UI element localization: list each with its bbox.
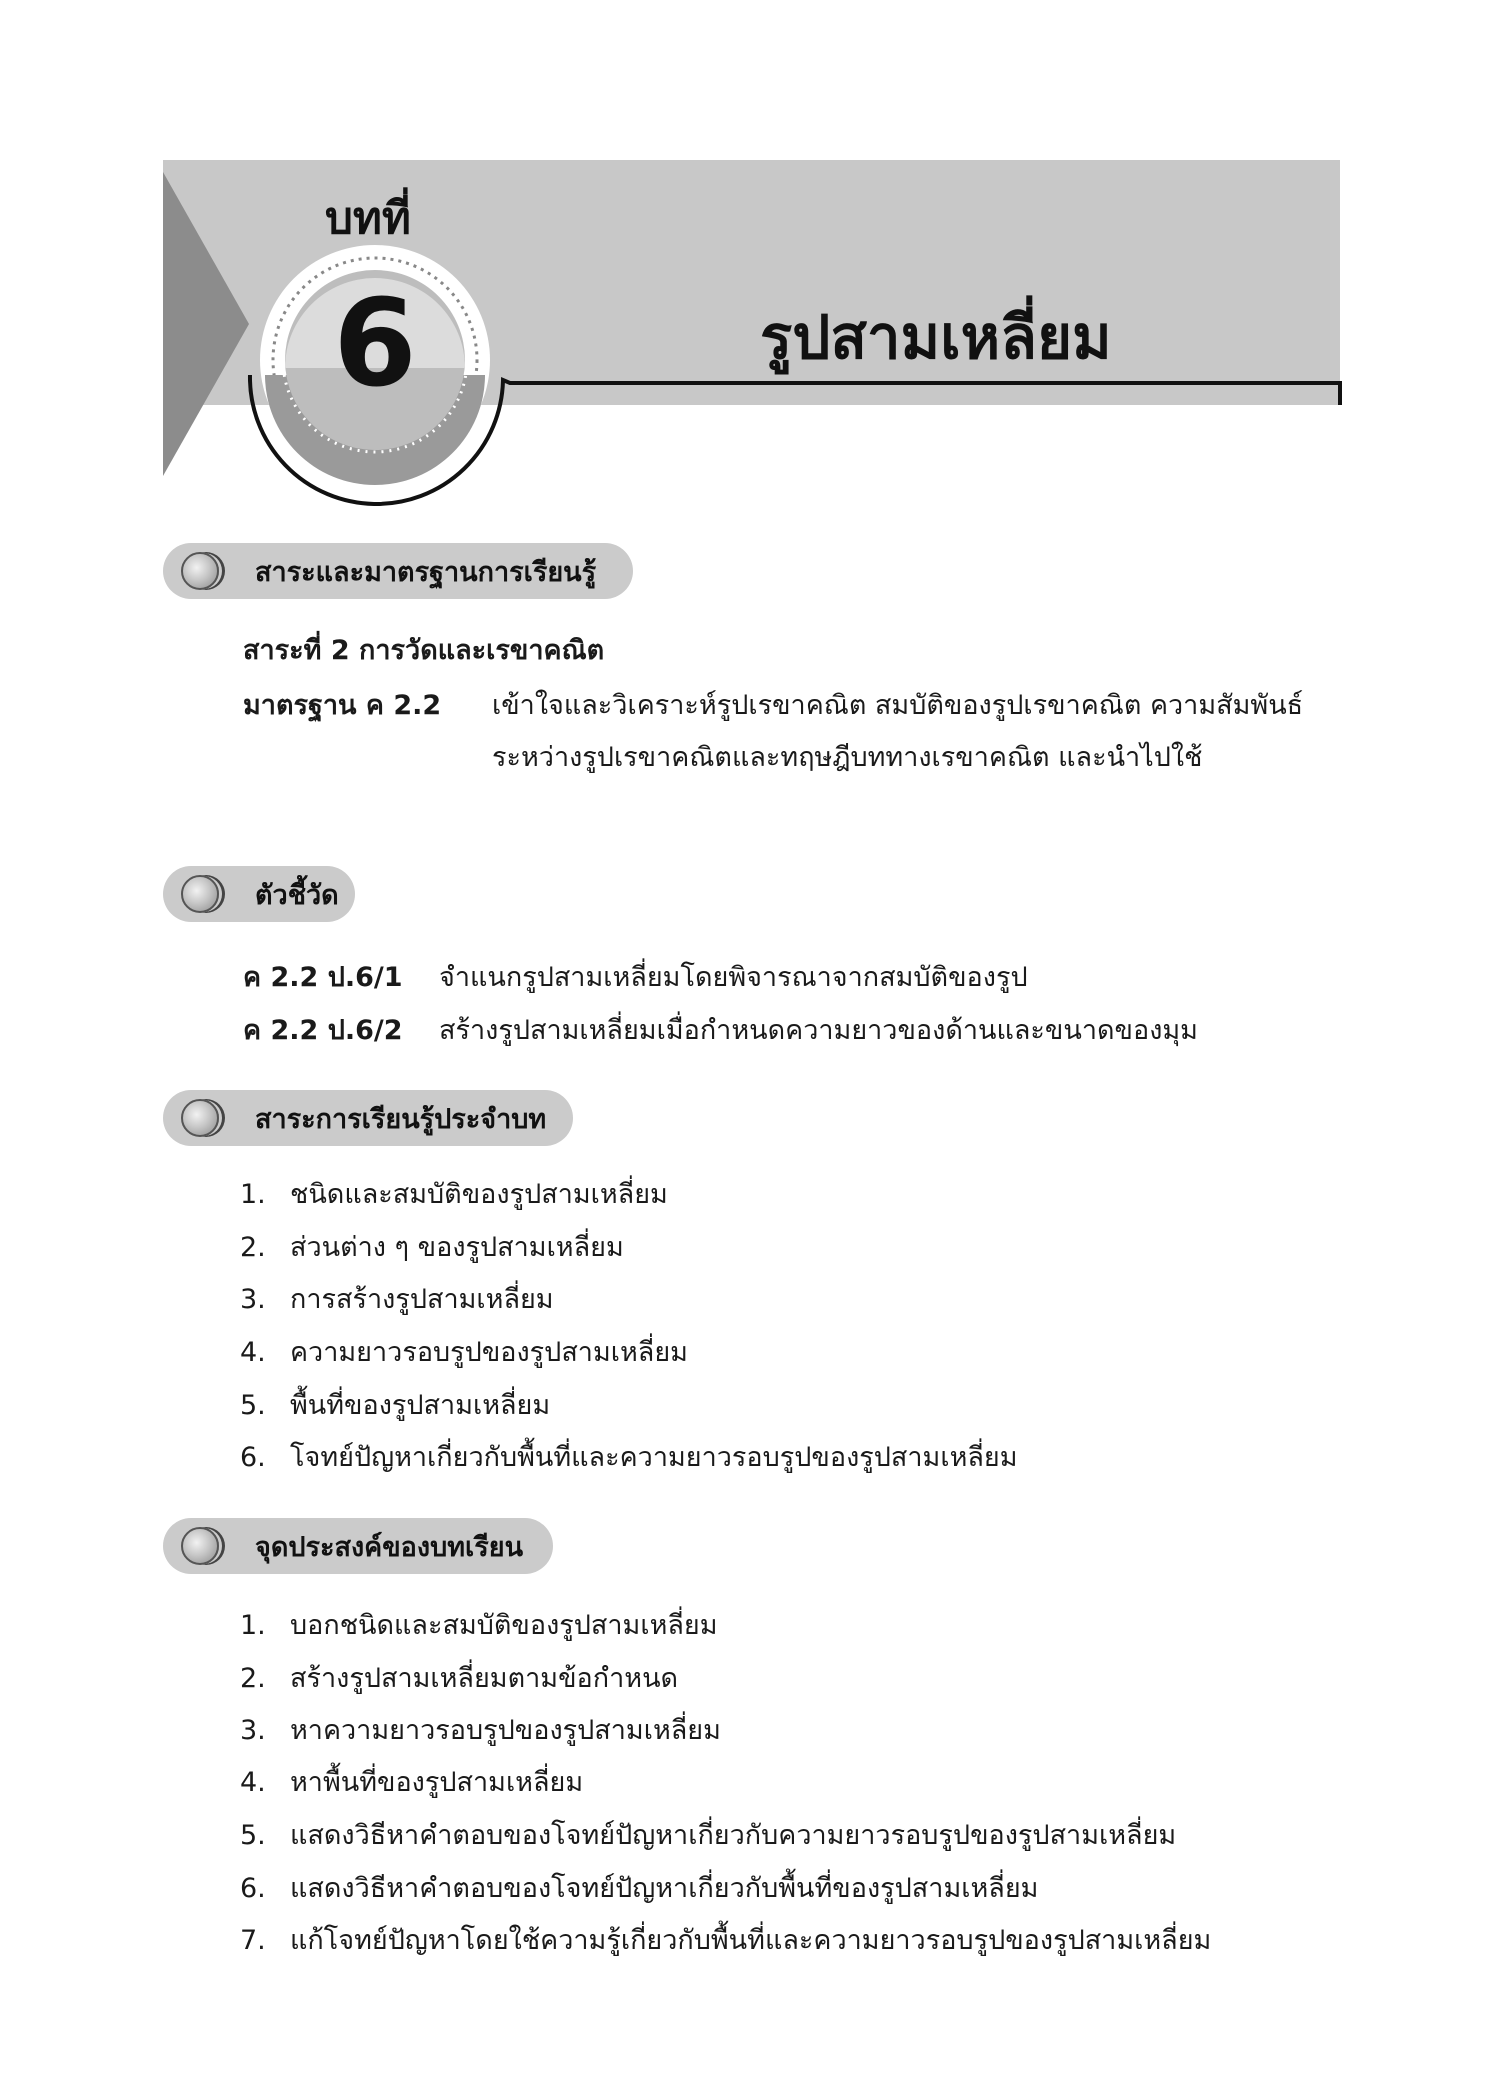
list-number: 6. xyxy=(240,1442,266,1473)
list-item xyxy=(240,1918,1211,1961)
chapter-number: 6 xyxy=(333,275,417,414)
chapter-number-badge xyxy=(0,0,1504,520)
indicator-row xyxy=(243,1008,1198,1051)
indicator-code: ค 2.2 ป.6/2 xyxy=(243,1015,403,1046)
list-text: โจทย์ปัญหาเกี่ยวกับพื้นที่และความยาวรอบรูปของรูปสามเหลี่ยม xyxy=(290,1442,1018,1473)
bullet-circle-icon xyxy=(181,1527,219,1565)
list-text: แก้โจทย์ปัญหาโดยใช้ความรู้เกี่ยวกับพื้นที่และความยาวรอบรูปของรูปสามเหลี่ยม xyxy=(290,1925,1212,1956)
list-text: การสร้างรูปสามเหลี่ยม xyxy=(290,1284,554,1315)
bullet-circle-icon xyxy=(181,875,219,913)
list-item xyxy=(240,1656,678,1699)
section-heading-label: สาระและมาตรฐานการเรียนรู้ xyxy=(255,556,597,588)
section-heading-objectives xyxy=(163,1518,553,1574)
list-item xyxy=(240,1172,668,1215)
list-item xyxy=(240,1435,1018,1478)
list-text: พื้นที่ของรูปสามเหลี่ยม xyxy=(290,1390,551,1421)
list-text: บอกชนิดและสมบัติของรูปสามเหลี่ยม xyxy=(290,1610,718,1641)
list-item xyxy=(240,1866,1038,1909)
list-number: 4. xyxy=(240,1767,266,1798)
list-number: 5. xyxy=(240,1820,266,1851)
list-text: ชนิดและสมบัติของรูปสามเหลี่ยม xyxy=(290,1179,668,1210)
list-number: 3. xyxy=(240,1715,266,1746)
list-item xyxy=(240,1225,624,1268)
section-heading-label: จุดประสงค์ของบทเรียน xyxy=(255,1531,524,1563)
list-item xyxy=(240,1760,583,1803)
list-item xyxy=(240,1603,718,1646)
section-heading-label: สาระการเรียนรู้ประจำบท xyxy=(255,1103,547,1135)
standard-code: มาตรฐาน ค 2.2 xyxy=(243,690,442,721)
list-item xyxy=(240,1330,688,1373)
indicator-row xyxy=(243,955,1028,998)
list-text: หาความยาวรอบรูปของรูปสามเหลี่ยม xyxy=(290,1715,721,1746)
section-heading-indicators xyxy=(163,866,355,922)
list-text: ส่วนต่าง ๆ ของรูปสามเหลี่ยม xyxy=(290,1232,624,1263)
standard-text-line-1: เข้าใจและวิเคราะห์รูปเรขาคณิต สมบัติของรูปเรขาคณิต ความสัมพันธ์ xyxy=(492,690,1304,721)
list-number: 5. xyxy=(240,1390,266,1421)
list-number: 6. xyxy=(240,1873,266,1904)
section-heading-standards xyxy=(163,543,633,599)
strand-line: สาระที่ 2 การวัดและเรขาคณิต xyxy=(243,635,605,666)
list-item xyxy=(240,1277,554,1320)
indicator-text: จำแนกรูปสามเหลี่ยมโดยพิจารณาจากสมบัติของรูป xyxy=(439,962,1028,993)
bullet-circle-icon xyxy=(181,552,219,590)
list-number: 7. xyxy=(240,1925,266,1956)
list-text: หาพื้นที่ของรูปสามเหลี่ยม xyxy=(290,1767,584,1798)
chapter-label: บทที่ xyxy=(325,193,411,244)
list-number: 1. xyxy=(240,1179,266,1210)
list-number: 4. xyxy=(240,1337,266,1368)
standard-text-line-2: ระหว่างรูปเรขาคณิตและทฤษฎีบททางเรขาคณิต และนำไปใช้ xyxy=(492,742,1203,773)
indicator-text: สร้างรูปสามเหลี่ยมเมื่อกำหนดความยาวของด้านและขนาดของมุม xyxy=(439,1015,1198,1046)
list-item xyxy=(240,1708,721,1751)
list-text: สร้างรูปสามเหลี่ยมตามข้อกำหนด xyxy=(290,1663,679,1694)
list-item xyxy=(240,1383,550,1426)
list-number: 1. xyxy=(240,1610,266,1641)
chapter-title: รูปสามเหลี่ยม xyxy=(760,303,1112,373)
section-heading-label: ตัวชี้วัด xyxy=(255,879,339,911)
bullet-circle-icon xyxy=(181,1099,219,1137)
list-text: แสดงวิธีหาคำตอบของโจทย์ปัญหาเกี่ยวกับพื้นที่ของรูปสามเหลี่ยม xyxy=(290,1873,1039,1904)
list-item xyxy=(240,1813,1176,1856)
list-number: 3. xyxy=(240,1284,266,1315)
section-heading-content xyxy=(163,1090,573,1146)
list-text: ความยาวรอบรูปของรูปสามเหลี่ยม xyxy=(290,1337,688,1368)
list-number: 2. xyxy=(240,1663,266,1694)
indicator-code: ค 2.2 ป.6/1 xyxy=(243,962,403,993)
list-number: 2. xyxy=(240,1232,266,1263)
list-text: แสดงวิธีหาคำตอบของโจทย์ปัญหาเกี่ยวกับความยาวรอบรูปของรูปสามเหลี่ยม xyxy=(290,1820,1177,1851)
